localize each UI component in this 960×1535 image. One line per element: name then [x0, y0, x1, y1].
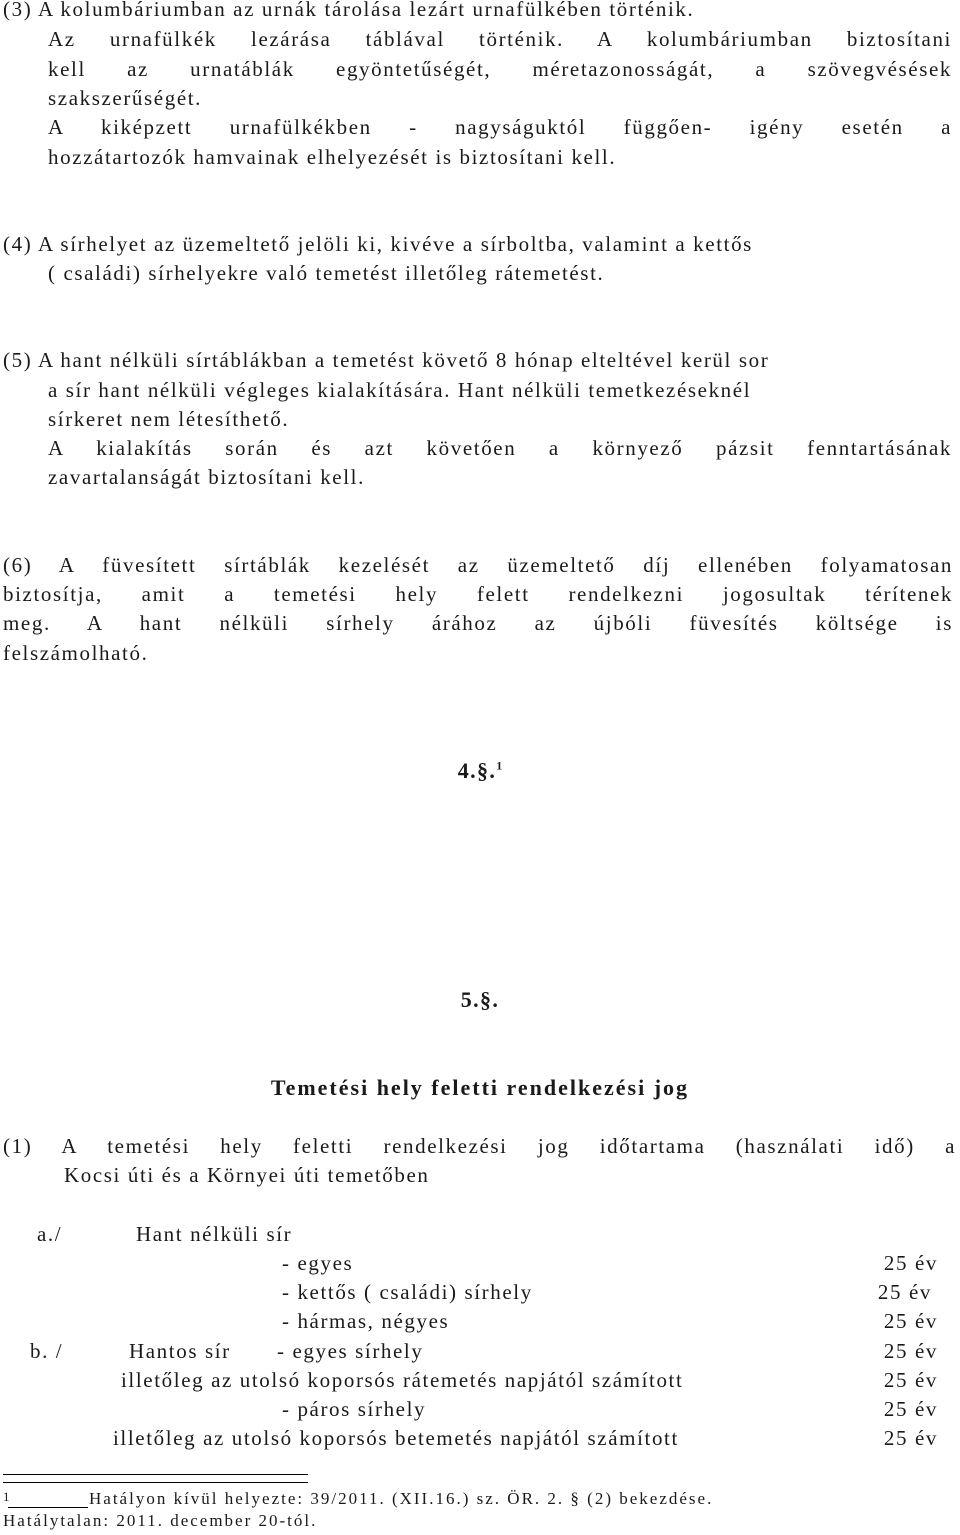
list-b-item-value: 25 év	[883, 1397, 938, 1421]
list-b-title: Hantos sír	[129, 1339, 231, 1363]
list-b-item-text: - egyes sírhely	[277, 1339, 424, 1363]
sec5-line2: a sír hant nélküli végleges kialakítására. Hant nélküli temetkezéseknél	[48, 378, 752, 402]
paragraph-5-title: Temetési hely feletti rendelkezési jog	[270, 1075, 690, 1100]
sec5-1-line2: Kocsi úti és a Környei úti temetőben	[64, 1163, 430, 1187]
footnote-ref: 1	[496, 758, 503, 773]
sec3-line6: hozzátartozók hamvainak elhelyezését is biztosítani kell.	[48, 145, 617, 169]
sec4-line2: ( családi) sírhelyekre való temetést illetőleg rátemetést.	[48, 261, 605, 285]
list-a-title: Hant nélküli sír	[136, 1222, 293, 1246]
sec3-line5: A kiképzett urnafülkékben - nagyságuktól függően- igény esetén a	[48, 115, 952, 139]
paragraph-4-label: 4.§.	[457, 758, 497, 783]
footnote-number: 1	[3, 1489, 10, 1504]
sec5-line5: zavartalanságát biztosítani kell.	[48, 465, 365, 489]
sec5-line3: sírkeret nem létesíthető.	[48, 407, 290, 431]
sec3-line1: (3) A kolumbáriumban az urnák tárolása lezárt urnafülkében történik.	[3, 0, 695, 21]
paragraph-5-heading: 5.§.	[460, 987, 500, 1012]
list-a-item-text: - egyes	[282, 1251, 354, 1275]
paragraph-4-heading	[0, 757, 960, 785]
footnote-underline	[8, 1507, 88, 1508]
list-a-item-text: - hármas, négyes	[282, 1309, 450, 1333]
list-a-item-value: 25 év	[877, 1280, 932, 1304]
sec3-line2: Az urnafülkék lezárása táblával történik. A kolumbáriumban biztosítani	[48, 27, 952, 51]
footnote-separator	[3, 1482, 308, 1483]
footnote-separator	[3, 1474, 308, 1475]
list-b-label: b. /	[30, 1339, 64, 1363]
sec6-line3: meg. A hant nélküli sírhely árához az újbóli füvesítés költsége is	[3, 611, 953, 635]
list-b-item-text: illetőleg az utolsó koporsós rátemetés napjától számított	[121, 1368, 684, 1392]
footnote-line1: Hatályon kívül helyezte: 39/2011. (XII.16.) sz. ÖR. 2. § (2) bekezdése.	[89, 1489, 714, 1508]
sec6-line4: felszámolható.	[3, 641, 149, 665]
list-a-label: a./	[37, 1222, 63, 1246]
sec5-line4: A kialakítás során és azt követően a környező pázsit fenntartásának	[48, 436, 952, 460]
sec5-line1: (5) A hant nélküli sírtáblákban a temetést követő 8 hónap elteltével kerül sor	[3, 348, 770, 372]
list-b-item-value: 25 év	[883, 1368, 938, 1392]
sec3-line3: kell az urnatáblák egyöntetűségét, méretazonosságát, a szövegvésések	[48, 57, 952, 81]
list-b-item-value: 25 év	[883, 1426, 938, 1450]
footnote-line2: Hatálytalan: 2011. december 20-tól.	[3, 1511, 318, 1530]
list-a-item-text: - kettős ( családi) sírhely	[282, 1280, 533, 1304]
sec6-line2: biztosítja, amit a temetési hely felett rendelkezni jogosultak térítenek	[3, 582, 953, 606]
sec6-line1: (6) A füvesített sírtáblák kezelését az üzemeltető díj ellenében folyamatosan	[3, 553, 953, 577]
sec5-1-line1: (1) A temetési hely feletti rendelkezési jog időtartama (használati idő) a	[3, 1134, 956, 1158]
sec4-line1: (4) A sírhelyet az üzemeltető jelöli ki, kivéve a sírboltba, valamint a kettős	[3, 232, 753, 256]
list-b-item-text: illetőleg az utolsó koporsós betemetés napjától számított	[113, 1426, 679, 1450]
list-a-item-value: 25 év	[883, 1251, 938, 1275]
list-b-item-value: 25 év	[883, 1339, 938, 1363]
sec3-line4: szakszerűségét.	[48, 86, 203, 110]
list-b-item-text: - páros sírhely	[282, 1397, 427, 1421]
list-a-item-value: 25 év	[883, 1309, 938, 1333]
